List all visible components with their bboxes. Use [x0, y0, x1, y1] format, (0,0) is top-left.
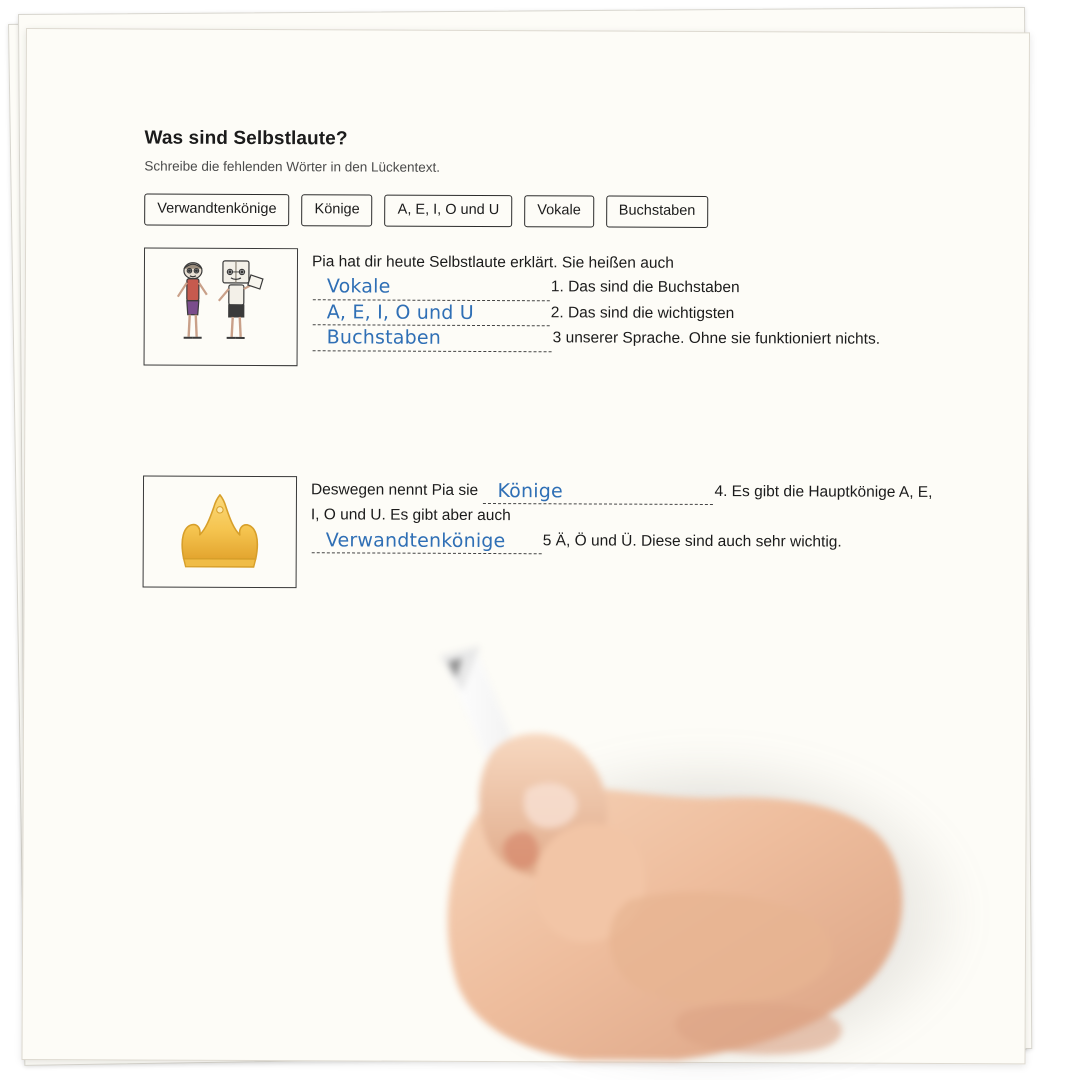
blank-1[interactable] [313, 274, 550, 301]
two-characters-illustration [144, 247, 299, 366]
worksheet-content [143, 128, 935, 591]
word-chip-vokale[interactable]: Vokale [524, 195, 594, 227]
blank-5-answer: Verwandtenkönige [314, 529, 512, 552]
exercise-2-text-mid-1: . Es gibt die Hauptkönige A, E, I, O und U. Es gibt aber auch [311, 483, 933, 525]
blank-2[interactable] [313, 300, 550, 327]
exercise-1-text-after: unserer Sprache. Ohne sie funktioniert nichts. [566, 329, 881, 347]
blank-4-answer: Könige [485, 480, 569, 502]
exercise-2-text [311, 476, 933, 556]
blank-1-number: 1 [551, 278, 560, 295]
exercise-1-text-mid-1: . Das sind die Buchstaben [559, 278, 739, 296]
blank-2-answer: A, E, I, O und U [315, 301, 480, 324]
blank-4-number: 4 [714, 483, 723, 500]
blank-5-number: 5 [543, 532, 552, 549]
exercise-1-text [312, 248, 934, 354]
worksheet-page [21, 28, 1029, 1064]
page-title: Was sind Selbstlaute? [144, 128, 934, 153]
exercise-1-text-before: Pia hat dir heute Selbstlaute erklärt. Sie heißen auch [312, 253, 674, 272]
blank-5[interactable] [312, 528, 542, 554]
instruction-text: Schreibe die fehlenden Wörter in den Lückentext. [144, 159, 934, 177]
exercise-2 [143, 475, 933, 590]
crown-illustration [143, 475, 297, 588]
blank-1-answer: Vokale [315, 275, 397, 297]
word-chip-aeiou[interactable]: A, E, I, O und U [385, 195, 513, 227]
blank-2-number: 2 [551, 304, 560, 321]
blank-4[interactable] [483, 479, 713, 505]
two-characters-icon [145, 248, 298, 365]
word-chip-koenige[interactable]: Könige [301, 194, 372, 226]
blank-3[interactable] [313, 325, 552, 352]
crown-icon [144, 476, 296, 587]
spacer [143, 365, 933, 478]
exercise-2-text-after: Ä, Ö und Ü. Diese sind auch sehr wichtig. [556, 532, 842, 550]
exercise-2-text-before: Deswegen nennt Pia sie [311, 481, 478, 499]
blank-3-number: 3 [553, 329, 562, 346]
word-chip-buchstaben[interactable]: Buchstaben [606, 196, 709, 228]
exercise-1-text-mid-2: . Das sind die wichtigsten [559, 304, 734, 322]
blank-3-answer: Buchstaben [315, 326, 447, 349]
word-chip-verwandtenkoenige[interactable]: Verwandtenkönige [144, 194, 289, 226]
word-bank [144, 194, 934, 229]
exercise-1 [144, 247, 935, 368]
